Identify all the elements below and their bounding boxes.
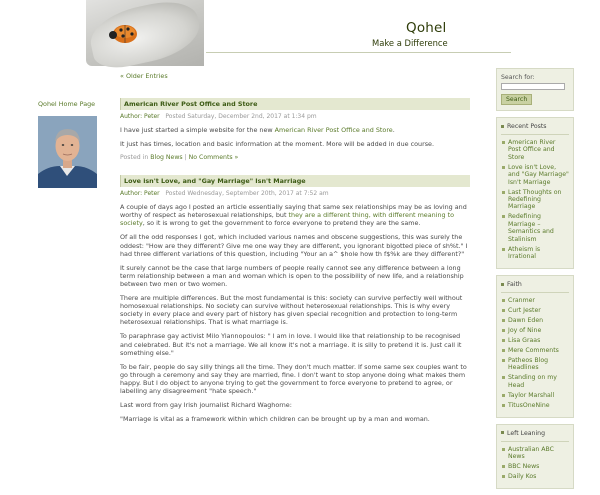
author-link[interactable]: Peter	[144, 113, 160, 120]
search-widget	[496, 68, 574, 111]
store-link[interactable]: American River Post Office and Store	[274, 126, 393, 134]
comments-link[interactable]: No Comments »	[188, 154, 239, 162]
list-item[interactable]: Last Thoughts on Redefining Marriage	[501, 189, 569, 211]
widget-title-text: Recent Posts	[507, 123, 547, 130]
list-item[interactable]: Daily Kos	[501, 473, 569, 480]
list-item[interactable]: Patheos Blog Headlines	[501, 357, 569, 372]
separator: |	[184, 154, 187, 162]
left-leaning-list	[501, 446, 569, 481]
text: , so it is wrong to get the government to force everyone to pretend they are the same.	[142, 219, 421, 228]
category-link[interactable]: Blog News	[150, 154, 183, 162]
list-item[interactable]: BBC News	[501, 463, 569, 470]
article-link[interactable]: they are a different thing, with different meaning to society	[120, 211, 455, 228]
list-item[interactable]: Mere Comments	[501, 347, 569, 354]
list-item[interactable]: American River Post Office and Store	[501, 139, 569, 161]
post-title[interactable]: Love isn't Love, and "Gay Marriage" Isn't Marriage	[120, 175, 470, 187]
post-paragraph: To paraphrase gay activist Milo Yiannopoulos: " I am in love. I would like that relationship to be recognised and celebrated. But it's not a marriage. We all know it's not a marriage. it is silly to pretend it is. Just call it something else."	[120, 332, 462, 357]
widget-title-text: Left Leaning	[507, 429, 546, 437]
list-item[interactable]: Dawn Eden	[501, 317, 569, 324]
bullet-icon	[501, 431, 504, 434]
post-paragraph: There are multiple differences. But the most fundamental is this: society can survive perfectly well without homosexual relationships. No society can survive without heterosexual relationships. This is why every society in every place and every part of history has given special recognition and protection to long-term heterosexual relationships. That is what marriage is.	[120, 294, 463, 327]
list-item[interactable]: Standing on my Head	[501, 374, 569, 389]
search-label: Search for:	[501, 74, 535, 81]
bullet-icon	[501, 125, 504, 128]
post-paragraph	[120, 126, 470, 134]
home-page-link[interactable]: Qohel Home Page	[38, 100, 96, 108]
post-paragraph	[120, 203, 470, 227]
post	[120, 98, 470, 161]
faith-widget	[496, 275, 574, 418]
header-image	[86, 0, 204, 66]
post-date: Posted Saturday, December 2nd, 2017 at 1:34 pm	[165, 113, 317, 120]
author-prefix: Author:	[120, 113, 143, 120]
search-button[interactable]: Search	[501, 94, 532, 105]
list-item[interactable]: Love isn't Love, and "Gay Marriage" Isn't Marriage	[501, 164, 569, 186]
search-input[interactable]	[501, 83, 565, 90]
main-content	[120, 72, 470, 429]
leaf-shape	[85, 0, 204, 73]
post-footer	[120, 154, 470, 161]
list-item[interactable]: Joy of Nine	[501, 327, 569, 334]
divider	[501, 441, 569, 442]
post-paragraph: To be fair, people do say silly things all the time. They don't much matter. If some same sex couples want to go through a ceremony and say they are married, fine. I don't want to stop anyone doing what makes them happy. But I do object to anyone trying to get the government to force everyone to pretend to agree, or labelling any disagreement "hate speech."	[120, 362, 467, 395]
site-tagline: Make a Difference	[372, 38, 448, 48]
ladybug-icon	[108, 22, 138, 44]
list-item[interactable]: Redefining Marriage – Semantics and Stalinism	[501, 213, 569, 243]
text: A couple of days ago I posted an article essentially saying that same sex relationships may be as loving and worthy of respect as heterosexual relationships, but	[120, 203, 467, 220]
recent-posts-widget	[496, 117, 574, 269]
post-date: Posted Wednesday, September 20th, 2017 at 7:52 am	[165, 190, 329, 198]
left-column	[38, 100, 98, 108]
list-item[interactable]: Atheism is Irrational	[501, 246, 569, 261]
list-item[interactable]: Curt Jester	[501, 307, 569, 314]
widget-title	[501, 430, 569, 437]
list-item[interactable]: TitusOneNine	[501, 402, 569, 409]
author-link[interactable]: Peter	[144, 190, 160, 198]
right-sidebar	[496, 68, 574, 495]
widget-title	[501, 281, 569, 288]
portrait-icon	[38, 116, 97, 188]
header-divider	[206, 52, 511, 53]
post-paragraph: It just has times, location and basic information at the moment. More will be added in due course.	[120, 140, 434, 149]
post	[120, 175, 470, 423]
text: I have just started a simple website for the new	[120, 126, 275, 134]
list-item[interactable]: Cranmer	[501, 297, 569, 304]
author-photo	[38, 116, 97, 188]
left-leaning-widget	[496, 424, 574, 489]
posted-in-label: Posted in	[120, 154, 149, 162]
post-paragraph: Last word from gay Irish journalist Richard Waghorne:	[120, 401, 292, 410]
post-title[interactable]: American River Post Office and Store	[120, 98, 470, 110]
list-item[interactable]: Australian ABC News	[501, 446, 569, 461]
post-meta	[120, 113, 470, 120]
widget-title-text: Faith	[507, 281, 522, 289]
list-item[interactable]: Lisa Graas	[501, 337, 569, 344]
bullet-icon	[501, 283, 504, 286]
author-prefix: Author:	[120, 190, 143, 198]
post-paragraph: "Marriage is vital as a framework within which children can be brought up by a man and woman.	[120, 415, 430, 424]
site-header	[86, 0, 516, 66]
divider	[501, 292, 569, 293]
post-meta	[120, 190, 470, 197]
post-paragraph: Of all the odd responses I got, which included various names and obscene suggestions, this was surely the oddest: "How are they different? Give me one way they are different, you ignorant bigotted piece of sh%t." I had three different variations of this question, including "Your an a^ $hole how th f$%k are they different?"	[120, 233, 468, 258]
widget-title	[501, 123, 569, 130]
post-paragraph: It surely cannot be the case that large numbers of people really cannot see any difference between a long term relationship between a man and woman which is open to the possibility of new life, and a relationship between two men or two women.	[120, 263, 464, 288]
recent-posts-list	[501, 139, 569, 260]
faith-list	[501, 297, 569, 409]
divider	[501, 134, 569, 135]
older-entries-link[interactable]: « Older Entries	[120, 72, 168, 80]
text: .	[392, 126, 395, 134]
site-title[interactable]: Qohel	[406, 20, 447, 36]
list-item[interactable]: Taylor Marshall	[501, 392, 569, 399]
